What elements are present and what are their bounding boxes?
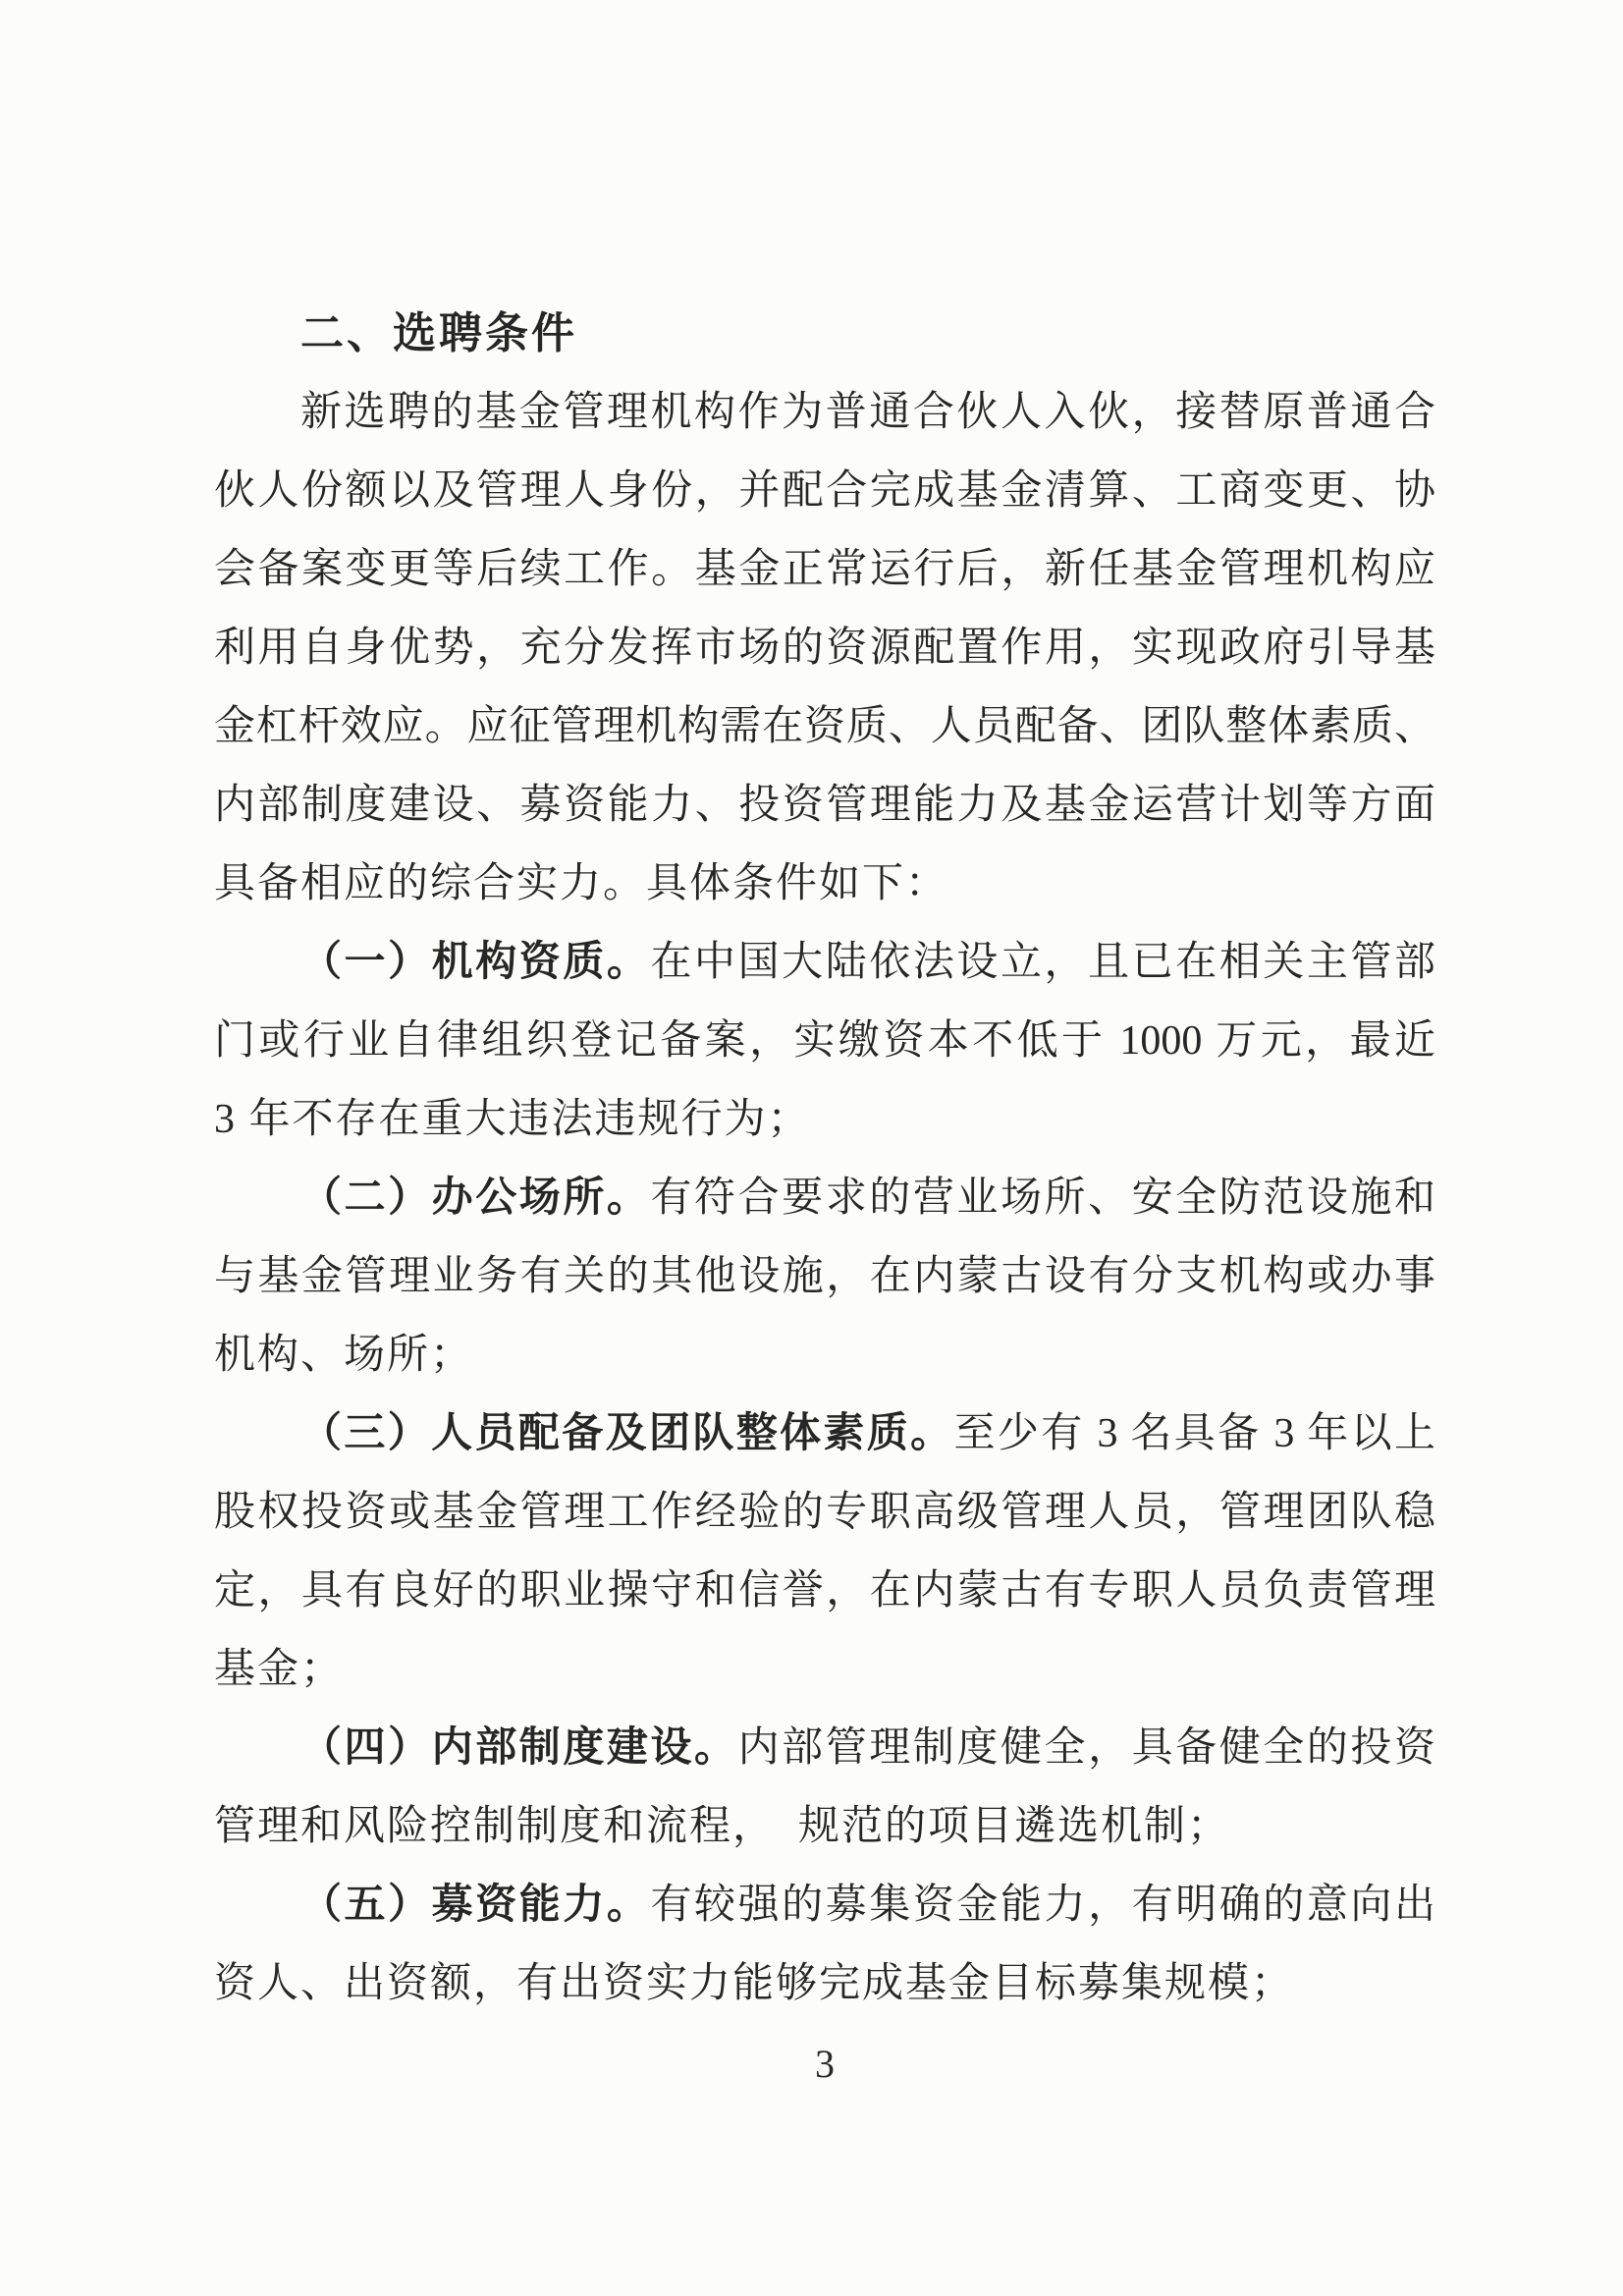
text-line [214,766,1435,845]
line-text: 至少有 3 名具备 3 年以上 [953,1411,1435,1456]
line-text: 金杠杆效应。应征管理机构需在资质、人员配备、团队整体素质、 [214,704,1435,749]
line-text: 定，具有良好的职业操守和信誉，在内蒙古有专职人员负责管理 [214,1568,1435,1613]
text-line [214,1866,1435,1944]
line-text: 资人、出资额，有出资实力能够完成基金目标募集规模； [214,1961,1295,2006]
text-line [214,530,1435,609]
line-text: 具备相应的综合实力。具体条件如下： [214,861,949,906]
text-line [214,1709,1435,1787]
item-label: （二）办公场所。 [300,1175,651,1221]
text-line [214,1787,1435,1866]
text-line [214,845,1435,923]
item-label: （四）内部制度建设。 [300,1725,738,1771]
item-label: （一）机构资质。 [300,940,651,985]
text-line [214,1316,1435,1394]
text-line [214,1630,1435,1709]
text-line [214,1159,1435,1237]
line-text: 管理和风险控制制度和流程， 规范的项目遴选机制； [214,1804,1231,1849]
text-line [214,1394,1435,1473]
text-line [214,452,1435,530]
line-text: 内部制度建设、募资能力、投资管理能力及基金运营计划等方面 [214,783,1435,828]
item-label: （三）人员配备及团队整体素质。 [300,1411,954,1456]
text-line [214,609,1435,687]
line-text: 3 年不存在重大违法违规行为； [214,1097,811,1142]
line-text: 基金； [214,1647,345,1692]
text-line [214,923,1435,1002]
document-body [214,295,1435,2023]
page-number-text: 3 [815,2042,835,2086]
item-label: （五）募资能力。 [300,1883,651,1928]
line-text: 与基金管理业务有关的其他设施，在内蒙古设有分支机构或办事 [214,1254,1435,1299]
section-heading [214,295,1435,373]
text-line [214,1944,1435,2023]
line-text: 在中国大陆依法设立，且已在相关主管部 [650,940,1435,985]
text-line [214,1080,1435,1159]
line-text: 门或行业自律组织登记备案，实缴资本不低于 1000 万元，最近 [214,1018,1435,1064]
line-text: 内部管理制度健全，具备健全的投资 [737,1725,1435,1771]
text-line [214,1552,1435,1630]
text-line [214,1473,1435,1552]
line-text: 机构、场所； [214,1333,474,1378]
line-text: 有较强的募集资金能力，有明确的意向出 [650,1883,1435,1928]
line-text: 新选聘的基金管理机构作为普通合伙人入伙，接替原普通合 [300,390,1435,435]
text-line [214,1002,1435,1080]
text-line [214,1237,1435,1316]
section-heading-text: 二、选聘条件 [300,309,577,357]
line-text: 股权投资或基金管理工作经验的专职高级管理人员，管理团队稳 [214,1490,1435,1535]
line-text: 会备案变更等后续工作。基金正常运行后，新任基金管理机构应 [214,547,1435,592]
line-text: 有符合要求的营业场所、安全防范设施和 [650,1175,1435,1221]
line-text: 伙人份额以及管理人身份，并配合完成基金清算、工商变更、协 [214,468,1435,514]
text-line [214,373,1435,452]
page-number [214,2035,1435,2094]
line-text: 利用自身优势，充分发挥市场的资源配置作用，实现政府引导基 [214,626,1435,671]
text-line [214,687,1435,766]
